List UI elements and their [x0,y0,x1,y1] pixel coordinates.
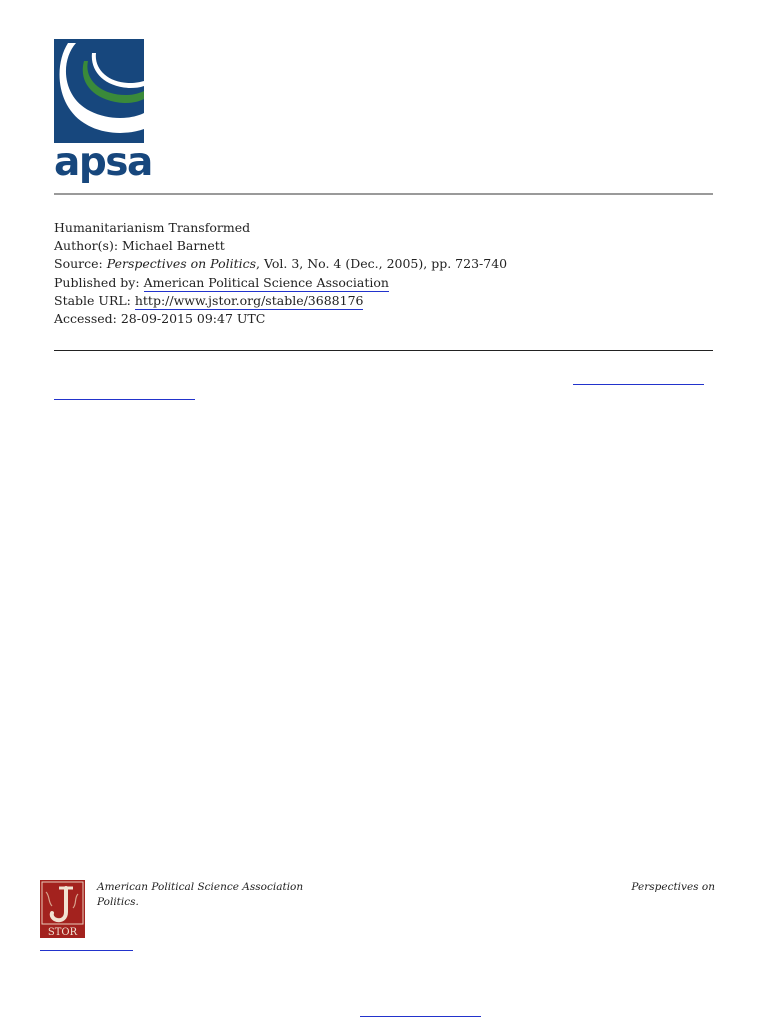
source-label: Source: [54,256,103,272]
stable-url-label: Stable URL: [54,292,131,308]
footer-politics: Politics. [97,895,139,908]
jstor-link-underline[interactable] [40,950,133,951]
footer-left-text [97,880,397,909]
author-name: Michael Barnett [122,238,225,254]
citation-author-row [54,237,714,255]
middle-divider [54,350,713,351]
footer-publisher: American Political Science Association [97,881,304,893]
stable-url-link[interactable]: http://www.jstor.org/stable/3688176 [134,292,364,308]
citation-publisher-row [54,274,714,292]
author-label: Author(s): [54,238,119,254]
article-title: Humanitarianism Transformed [54,220,251,235]
accessed-label: Accessed: [54,311,117,327]
apsa-logo-text: apsa [54,140,152,185]
citation-url-row [54,292,714,310]
jstor-logo-icon[interactable] [40,880,85,938]
footer-right-text [560,880,715,895]
jstor-logo-text: STOR [47,927,78,938]
source-journal: Perspectives on Politics [106,256,257,272]
source-details: , Vol. 3, No. 4 (Dec., 2005), pp. 723-740 [256,256,508,272]
apsa-logo [54,39,152,185]
terms-link-underline-continued[interactable] [54,399,195,400]
citation-source-row [54,255,714,273]
apsa-logo-icon [54,39,144,143]
terms-link-underline[interactable] [573,384,704,385]
citation-block [54,219,714,328]
publisher-link[interactable]: American Political Science Association [143,274,389,290]
citation-title [54,219,714,237]
bottom-link-underline[interactable] [360,1016,481,1017]
footer-journal: Perspectives on [631,881,715,893]
top-divider [54,193,713,195]
citation-accessed-row [54,310,714,328]
publisher-label: Published by: [54,274,140,290]
accessed-date: 28-09-2015 09:47 UTC [120,311,266,327]
